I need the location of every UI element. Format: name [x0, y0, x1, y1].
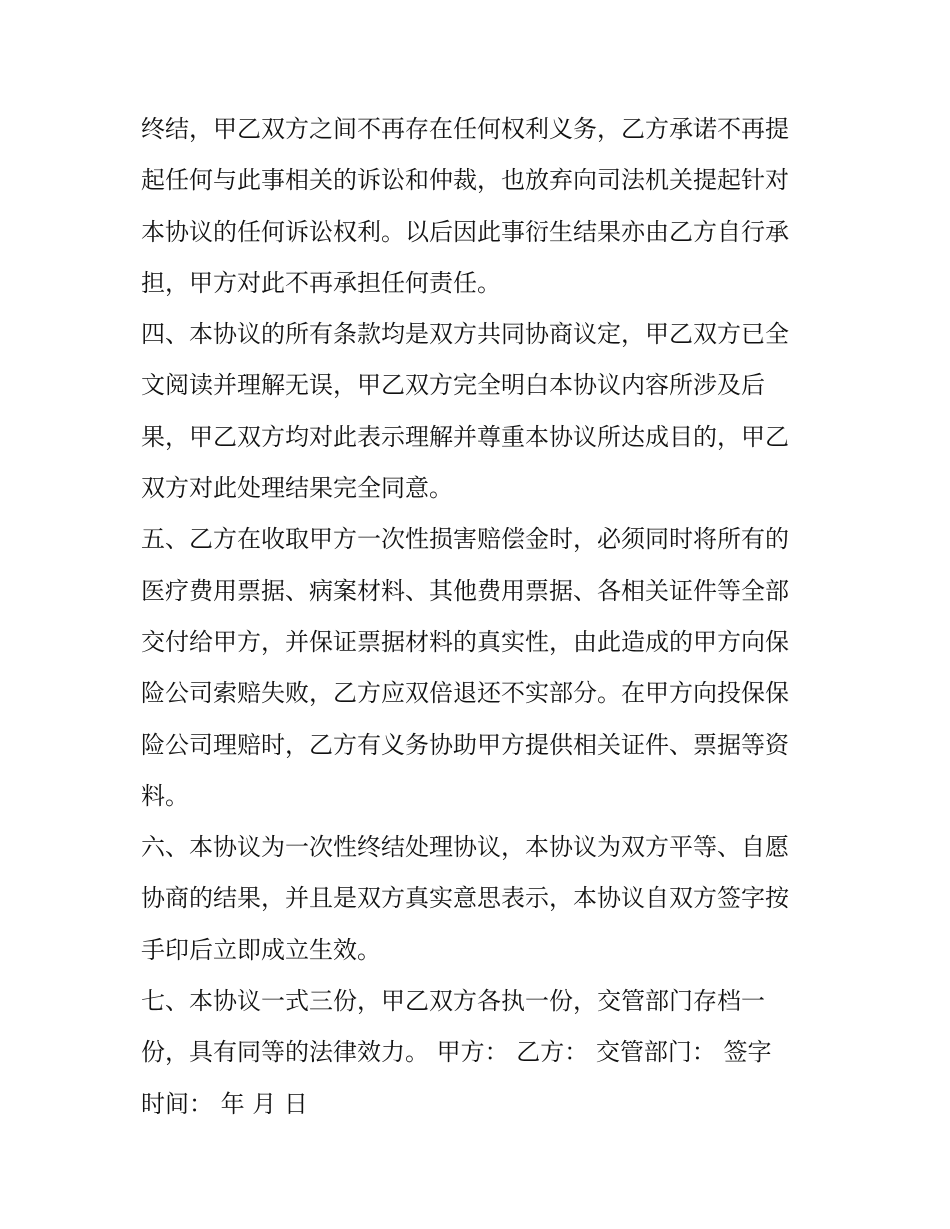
- clause-7-line-1: 七、本协议一式三份，甲乙双方各执一份，交管部门存档一: [141, 987, 765, 1016]
- text-line-3: 本协议的任何诉讼权利。以后因此事衍生结果亦由乙方自行承: [141, 217, 789, 246]
- clause-5-line-4: 险公司索赔失败，乙方应双倍退还不实部分。在甲方向投保保: [141, 679, 789, 708]
- clause-4-line-4: 双方对此处理结果完全同意。: [141, 474, 453, 503]
- clause-6-line-1: 六、本协议为一次性终结处理协议，本协议为双方平等、自愿: [141, 833, 789, 862]
- text-line-4: 担，甲方对此不再承担任何责任。: [141, 268, 501, 297]
- clause-4-line-3: 果，甲乙双方均对此表示理解并尊重本协议所达成目的，甲乙: [141, 422, 789, 451]
- text-line-1: 终结，甲乙双方之间不再存在任何权利义务，乙方承诺不再提: [141, 115, 789, 143]
- clause-5-line-1: 五、乙方在收取甲方一次性损害赔偿金时，必须同时将所有的: [141, 525, 789, 554]
- clause-4-line-2: 文阅读并理解无误，甲乙双方完全明白本协议内容所涉及后: [141, 371, 765, 400]
- signature-date-line: 时间： 年 月 日: [141, 1089, 308, 1118]
- clause-4-line-1: 四、本协议的所有条款均是双方共同协商议定，甲乙双方已全: [141, 320, 789, 349]
- clause-6-line-2: 协商的结果，并且是双方真实意思表示，本协议自双方签字按: [141, 884, 789, 913]
- agreement-body: [141, 104, 813, 1130]
- clause-5-line-2: 医疗费用票据、病案材料、其他费用票据、各相关证件等全部: [141, 576, 789, 605]
- clause-7-line-2: 份，具有同等的法律效力。 甲方： 乙方： 交管部门： 签字: [141, 1038, 772, 1067]
- text-line-2: 起任何与此事相关的诉讼和仲裁，也放弃向司法机关提起针对: [141, 166, 789, 195]
- clause-5-line-3: 交付给甲方，并保证票据材料的真实性，由此造成的甲方向保: [141, 627, 789, 656]
- clause-5-line-5: 险公司理赔时，乙方有义务协助甲方提供相关证件、票据等资: [141, 730, 789, 759]
- clause-5-line-6: 料。: [141, 781, 189, 810]
- clause-6-line-3: 手印后立即成立生效。: [141, 935, 381, 964]
